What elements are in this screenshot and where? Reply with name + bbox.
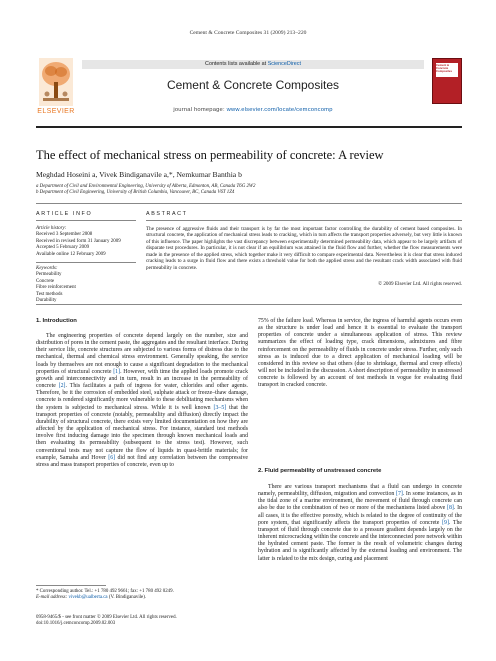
- contents-banner: [82, 60, 424, 69]
- email-label: E-mail address:: [36, 595, 68, 600]
- history-item: Accepted 5 February 2009: [36, 245, 90, 251]
- body-paragraph: [258, 318, 462, 390]
- body-left-column: [36, 333, 248, 469]
- elsevier-tree-icon: [39, 58, 73, 106]
- header-divider: [36, 126, 462, 128]
- body-paragraph: [258, 484, 462, 563]
- citation-link[interactable]: [6]: [108, 454, 116, 461]
- elsevier-wordmark: ELSEVIER: [37, 108, 75, 115]
- divider: [36, 220, 136, 221]
- section-heading-fluid-permeability: 2. Fluid permeability of unstressed concrete: [258, 468, 382, 474]
- contents-prefix: Contents lists available at: [205, 61, 267, 67]
- body-right-column-top: [258, 318, 462, 390]
- body-text: . In some instances, as in the tidal zone of a marine environment, the movement of fluid through concrete can also be due to the combination of two or more of the mechanisms listed above: [258, 491, 462, 512]
- body-text: . This facilitates a path of ingress for water, chlorides and other agents. Therefore, be it the corrosion of embedded steel, sulphate attack or freeze–thaw damage, concrete is rendered significantly more vulnerable to these debilitating mechanisms when the system is subjected to mechanical stress. While it is well known: [36, 383, 249, 411]
- article-history: [36, 226, 136, 258]
- author-list: Meghdad Hoseini a, Vivek Bindiganavile a,*, Nemkumar Banthia b: [36, 170, 242, 179]
- footnote: [36, 589, 236, 601]
- issn-line: 0958-9465/$ - see front matter © 2009 Elsevier Ltd. All rights reserved.: [36, 615, 177, 620]
- keyword: Fibre reinforcement: [36, 285, 76, 291]
- footnote-divider: [36, 585, 106, 586]
- journal-homepage: [82, 107, 424, 113]
- abstract-copyright: © 2009 Elsevier Ltd. All rights reserved.: [378, 281, 462, 287]
- cover-title-line: Concrete: [436, 66, 449, 71]
- cover-title: [436, 64, 458, 74]
- doi-line[interactable]: doi:10.1016/j.cemconcomp.2009.02.003: [36, 621, 116, 626]
- body-text: The engineering properties of concrete depend largely on the number, size and distribution of pores in the cement paste, the aggregates and the resultant interface. During their service life, concrete structures are subjected to various forms of distress due to the mechanical, thermal and chemical stress environment. Generally speaking, the service loads by themselves are not enough to cause a significant degradation to the mechanical properties of structural concrete: [36, 333, 248, 375]
- section-heading-introduction: 1. Introduction: [36, 318, 77, 324]
- citation-link[interactable]: [2]: [58, 383, 66, 390]
- keyword: Concrete: [36, 278, 55, 284]
- keywords-block: [36, 266, 136, 304]
- article-title: The effect of mechanical stress on permeability of concrete: A review: [36, 148, 384, 162]
- journal-title: Cement & Concrete Composites: [166, 78, 340, 92]
- divider: [36, 304, 462, 305]
- body-text: There are various transport mechanisms that a fluid can undergo in concrete namely, permeability, diffusion, migration and convection: [258, 484, 462, 498]
- body-text: . In all cases, it is the effective porosity, which is related to the degree of continuity of the pore system, that significantly affects the transport properties of concrete: [258, 505, 462, 526]
- body-text: that the transport properties of concrete (notably, permeability and diffusion) directly impact the durability of structural concrete, there exists very limited documentation on how they are affected by the application of mechanical stress. For instance, standard test methods involve first inducing damage into the specimen through known mechanical loads and then evaluating its permeability (subsequent to the stress test). However, such conventional tests may not capture the flow of liquids in quasi-brittle materials; for example, Samaha and Hover: [36, 404, 248, 461]
- sciencedirect-link[interactable]: ScienceDirect: [267, 61, 301, 67]
- citation-link[interactable]: [8]: [447, 505, 454, 512]
- citation-link[interactable]: [3–5]: [213, 404, 227, 411]
- divider: [146, 220, 462, 221]
- email-link[interactable]: vivekb@ualberta.ca: [68, 595, 108, 600]
- citation-link[interactable]: [7]: [396, 491, 403, 498]
- email-suffix: (V. Bindiganavile).: [108, 595, 147, 600]
- cover-title-line: Cement &: [436, 63, 450, 67]
- email-line: [36, 595, 236, 601]
- issn-block: [36, 615, 276, 627]
- elsevier-logo[interactable]: [36, 58, 76, 122]
- body-text: . The transport of fluid through concrete due to a pressure gradient depends largely on the inherent microcracking within the concrete and the interconnected pore network within the hydrated cement paste. The former is the result of volumetric changes during hydration and is significantly affected by the external loading and environment. The latter is related to the mix design, curing and placement: [258, 519, 463, 562]
- article-info-heading: ARTICLE INFO: [36, 211, 93, 217]
- keyword: Test methods: [36, 291, 63, 297]
- citation-link[interactable]: [1]: [113, 368, 121, 375]
- history-item: Available online 12 February 2009: [36, 251, 106, 257]
- body-text: 75% of the failure load. Whereas in service, the ingress of harmful agents occurs even as the structure is under load and hence it is essential to evaluate the transport properties of concrete under a simultaneous application of stress. This review summarizes the effect of loading type, crack dimensions, admixtures and fibre reinforcement on the permeability of fluids in concrete under stress. Further, only such stress as is induced due to a direct application of mechanical loading will be considered in this review so that others (due to shrinkage, thermal and creep effects) will not be included in the discussion. A short description of permeability in unstressed concrete is followed by an account of test methods in vogue for evaluating fluid transport in cracked concrete.: [258, 318, 462, 389]
- history-item: Received 3 September 2008: [36, 232, 93, 238]
- keywords-label: Keywords:: [36, 266, 58, 271]
- journal-cover-thumbnail[interactable]: [432, 58, 462, 104]
- body-paragraph: [36, 333, 248, 469]
- body-text: did not find any correlation between the compressive stress and mass transport properties of concrete, even up to: [36, 454, 248, 468]
- affiliation-a: a Department of Civil and Environmental Engineering, University of Alberta, Edmonton, AB, Canada T6G 2W2: [36, 184, 256, 189]
- divider: [36, 203, 462, 204]
- abstract-heading: ABSTRACT: [146, 211, 188, 217]
- history-item: Received in revised form 31 January 2009: [36, 238, 121, 244]
- history-label: Article history:: [36, 226, 67, 231]
- homepage-link[interactable]: www.elsevier.com/locate/cemconcomp: [226, 107, 333, 113]
- corresponding-author-note: * Corresponding author. Tel.: +1 780 492 9661; fax: +1 780 492 0249.: [36, 589, 174, 594]
- keyword: Durability: [36, 298, 57, 304]
- divider: [36, 262, 136, 263]
- keyword: Permeability: [36, 272, 62, 278]
- affiliation-b: b Department of Civil Engineering, University of British Columbia, Vancouver, BC, Canada V6T 1Z4: [36, 190, 235, 195]
- citation-link[interactable]: [9]: [442, 519, 449, 526]
- homepage-prefix: journal homepage:: [173, 107, 225, 113]
- journal-reference: Cement & Concrete Composites 31 (2009) 213–220: [189, 30, 307, 36]
- body-text: . However, with time the applied loads promote crack growth and interconnectivity and in turn, result in an increase in the permeability of concrete: [36, 368, 249, 390]
- abstract-text: The presence of aggressive fluids and their transport is by far the most important factor controlling the durability of cement based composites. In structural concrete, the application of mechanical stress leads to cracking, which in turn affects the transport properties adversely, but very little is known of this influence. The paper highlights the vast discrepancy between experimentally determined permeability data, which appear to be largely artifacts of disparate test procedures. In particular, it is not clear if an equilibrium was attained in the fluid flow and further, whether the flow measurements were made in the presence of the applied stress, which together make it very difficult to compare experimental data. Nevertheless it is clear that stress induced cracking leads to a surge in fluid flow and there exists a threshold value for both the applied stress and the resultant crack width associated with fluid permeability in concrete.: [146, 226, 462, 271]
- body-right-column-bottom: [258, 484, 462, 563]
- cover-title-line: Composites: [436, 69, 453, 74]
